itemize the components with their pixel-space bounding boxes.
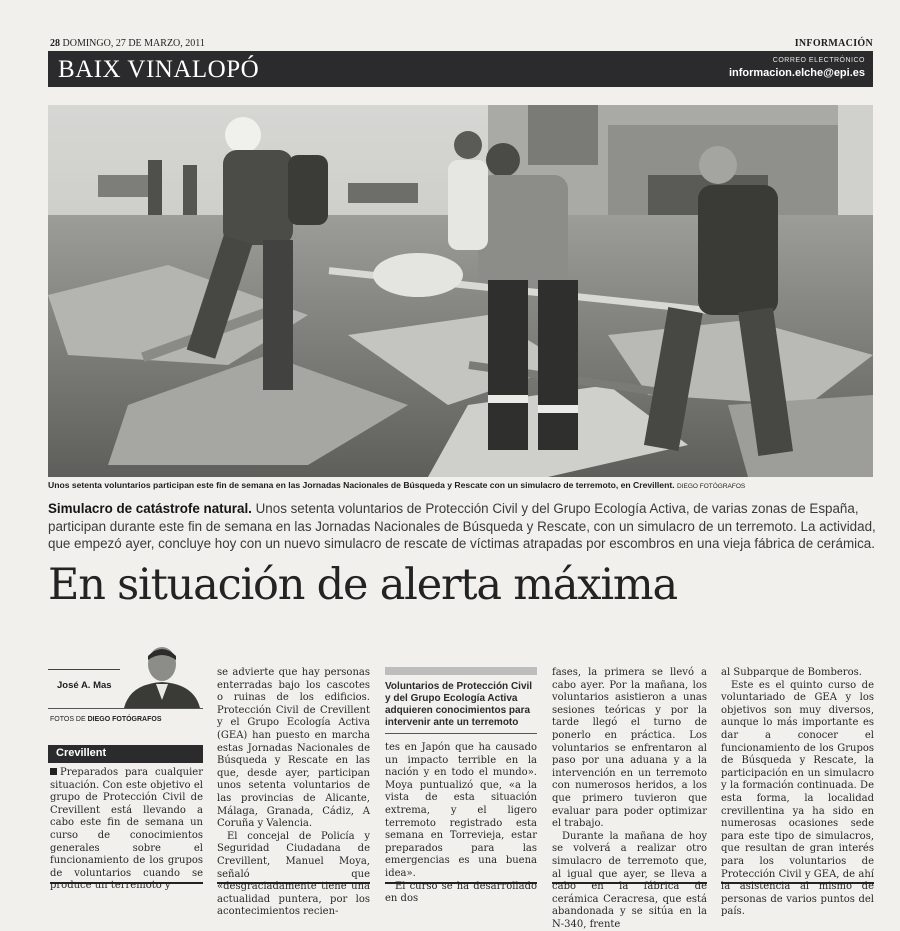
publication-name: INFORMACIÓN: [794, 38, 873, 49]
page-number: 28: [50, 38, 60, 49]
section-title: BAIX VINALOPÓ: [58, 56, 260, 83]
column-4-par-2: Durante la mañana de hoy se volverá a realizar otro simulacro de terremoto que, al igual que ayer, se lleva a cabo en la fábrica de cerámica Ceracresa, que está abandonada y se sitúa en la N-340, frente: [552, 830, 707, 930]
location-label: [48, 745, 203, 763]
author-portrait: [120, 640, 204, 708]
bottom-rule-5: [721, 882, 874, 884]
avatar: [120, 640, 204, 708]
page-info: [50, 38, 205, 49]
bottom-rule-3: [385, 882, 537, 884]
pullquote-rule: [385, 733, 537, 734]
email-address: informacion.elche@epi.es: [728, 67, 865, 79]
photos-label: FOTOS DE: [50, 716, 86, 723]
photo-caption: [48, 480, 873, 490]
column-1: [50, 767, 203, 893]
column-4-par-1: fases, la primera se llevó a cabo ayer. Por la mañana, los voluntarios asistieron a unas sesiones teóricas y por la tarde llegó el turno de ponerlo en práctica. Los voluntarios se enfrentaron al paso por una aduana y a la intervención en un terremoto con numerosos heridos, a los que primero tuvieron que evaluar para poder optimizar el trabajo.: [552, 667, 707, 830]
photos-by: DIEGO FOTÓGRAFOS: [87, 716, 162, 723]
photo-caption-text: Unos setenta voluntarios participan este fin de semana en las Jornadas Nacionales de Búsqueda y Rescate con un simulacro de terremoto, en Crevillent.: [48, 480, 675, 490]
byline-bottom-rule: [48, 708, 203, 709]
column-2-par-1: se advierte que hay personas enterradas bajo los cascotes o ruinas de los edificios. Protección Civil de Crevillent y el Grupo Ecología Activa (GEA) han puesto en marcha estas Jornadas Nacionales de Búsqueda y Rescate en las que, desde ayer, participan unos setenta voluntarios de las provincias de Alicante, Málaga, Granada, Cádiz, A Coruña y Valencia.: [217, 667, 370, 830]
page-header-line: [50, 38, 873, 50]
photos-credit: [50, 716, 162, 723]
bottom-rule-4: [552, 882, 707, 884]
main-photo: [48, 105, 873, 477]
pullquote-bar: [385, 667, 537, 675]
lead-kicker: Simulacro de catástrofe natural.: [48, 501, 252, 516]
photo-credit: DIEGO FOTÓGRAFOS: [676, 483, 746, 490]
pullquote: Voluntarios de Protección Civil y del Grupo Ecología Activa adquieren conocimientos para intervenir ante un terremoto: [385, 681, 533, 728]
location-text: Crevillent: [56, 747, 107, 759]
column-3-par-2: El curso se ha desarrollado en dos: [385, 880, 537, 905]
bullet-square-icon: [50, 768, 57, 775]
column-5-par-2: Este es el quinto curso de voluntariado de GEA y los objetivos son muy diversos, aunque lo más importante es dar a conocer el funcionamiento de los Grupos de Búsqueda y Rescate, la participación en un simulacro y la formación continuada. De esta forma, la localidad crevillentina ya ha sido en numerosas ocasiones sede para este tipo de simulacros, que resultan de gran interés para los voluntarios de Protección Civil y GEA, de ahí la asistencia al mismo de personas de varios puntos del país.: [721, 679, 874, 918]
email-label: CORREO ELECTRÓNICO: [772, 57, 865, 64]
column-1-text: Preparados para cualquier situación. Con este objetivo el grupo de Protección Civil de Crevillent está llevando a cabo este fin de semana un curso de conocimientos generales sobre el funcionamiento de los grupos de voluntarios cuando se produce un terremoto y: [50, 767, 203, 892]
section-band: [48, 51, 873, 87]
column-3-par-1: tes en Japón que ha causado un impacto terrible en la nación y en todo el mundo». Moya puntualizó que, «a la vista de esta situación extrema, y el ligero terremoto registrado esta semana en Torrevieja, estar preparados para las emergencias es una buena idea».: [385, 742, 537, 879]
lead-text: Unos setenta voluntarios de Protección Civil y del Grupo Ecología Activa, de varias zonas de España, participan durante este fin de semana en las Jornadas Nacionales de Búsqueda y Rescate, con un simulacro de un terremoto. La actividad, que empezó ayer, concluye hoy con un nuevo simulacro de rescate de víctimas atrapadas por escombros en una vieja fábrica de cerámica.: [48, 501, 876, 551]
article-headline: En situación de alerta máxima: [48, 560, 677, 610]
author-name: José A. Mas: [57, 680, 112, 691]
rescue-scene-illustration: [48, 105, 873, 477]
column-5-par-1: al Subparque de Bomberos.: [721, 667, 862, 678]
column-2-par-2: El concejal de Policía y Seguridad Ciudadana de Crevillent, Manuel Moya, señaló que «desgraciadamente tiene una actualidad puntera, por los acontecimientos recien-: [217, 830, 370, 918]
bottom-rule-1: [50, 882, 203, 884]
lead-paragraph: [48, 500, 876, 553]
issue-date: DOMINGO, 27 DE MARZO, 2011: [62, 38, 205, 49]
column-4: [552, 667, 707, 931]
bottom-rule-2: [217, 882, 370, 884]
